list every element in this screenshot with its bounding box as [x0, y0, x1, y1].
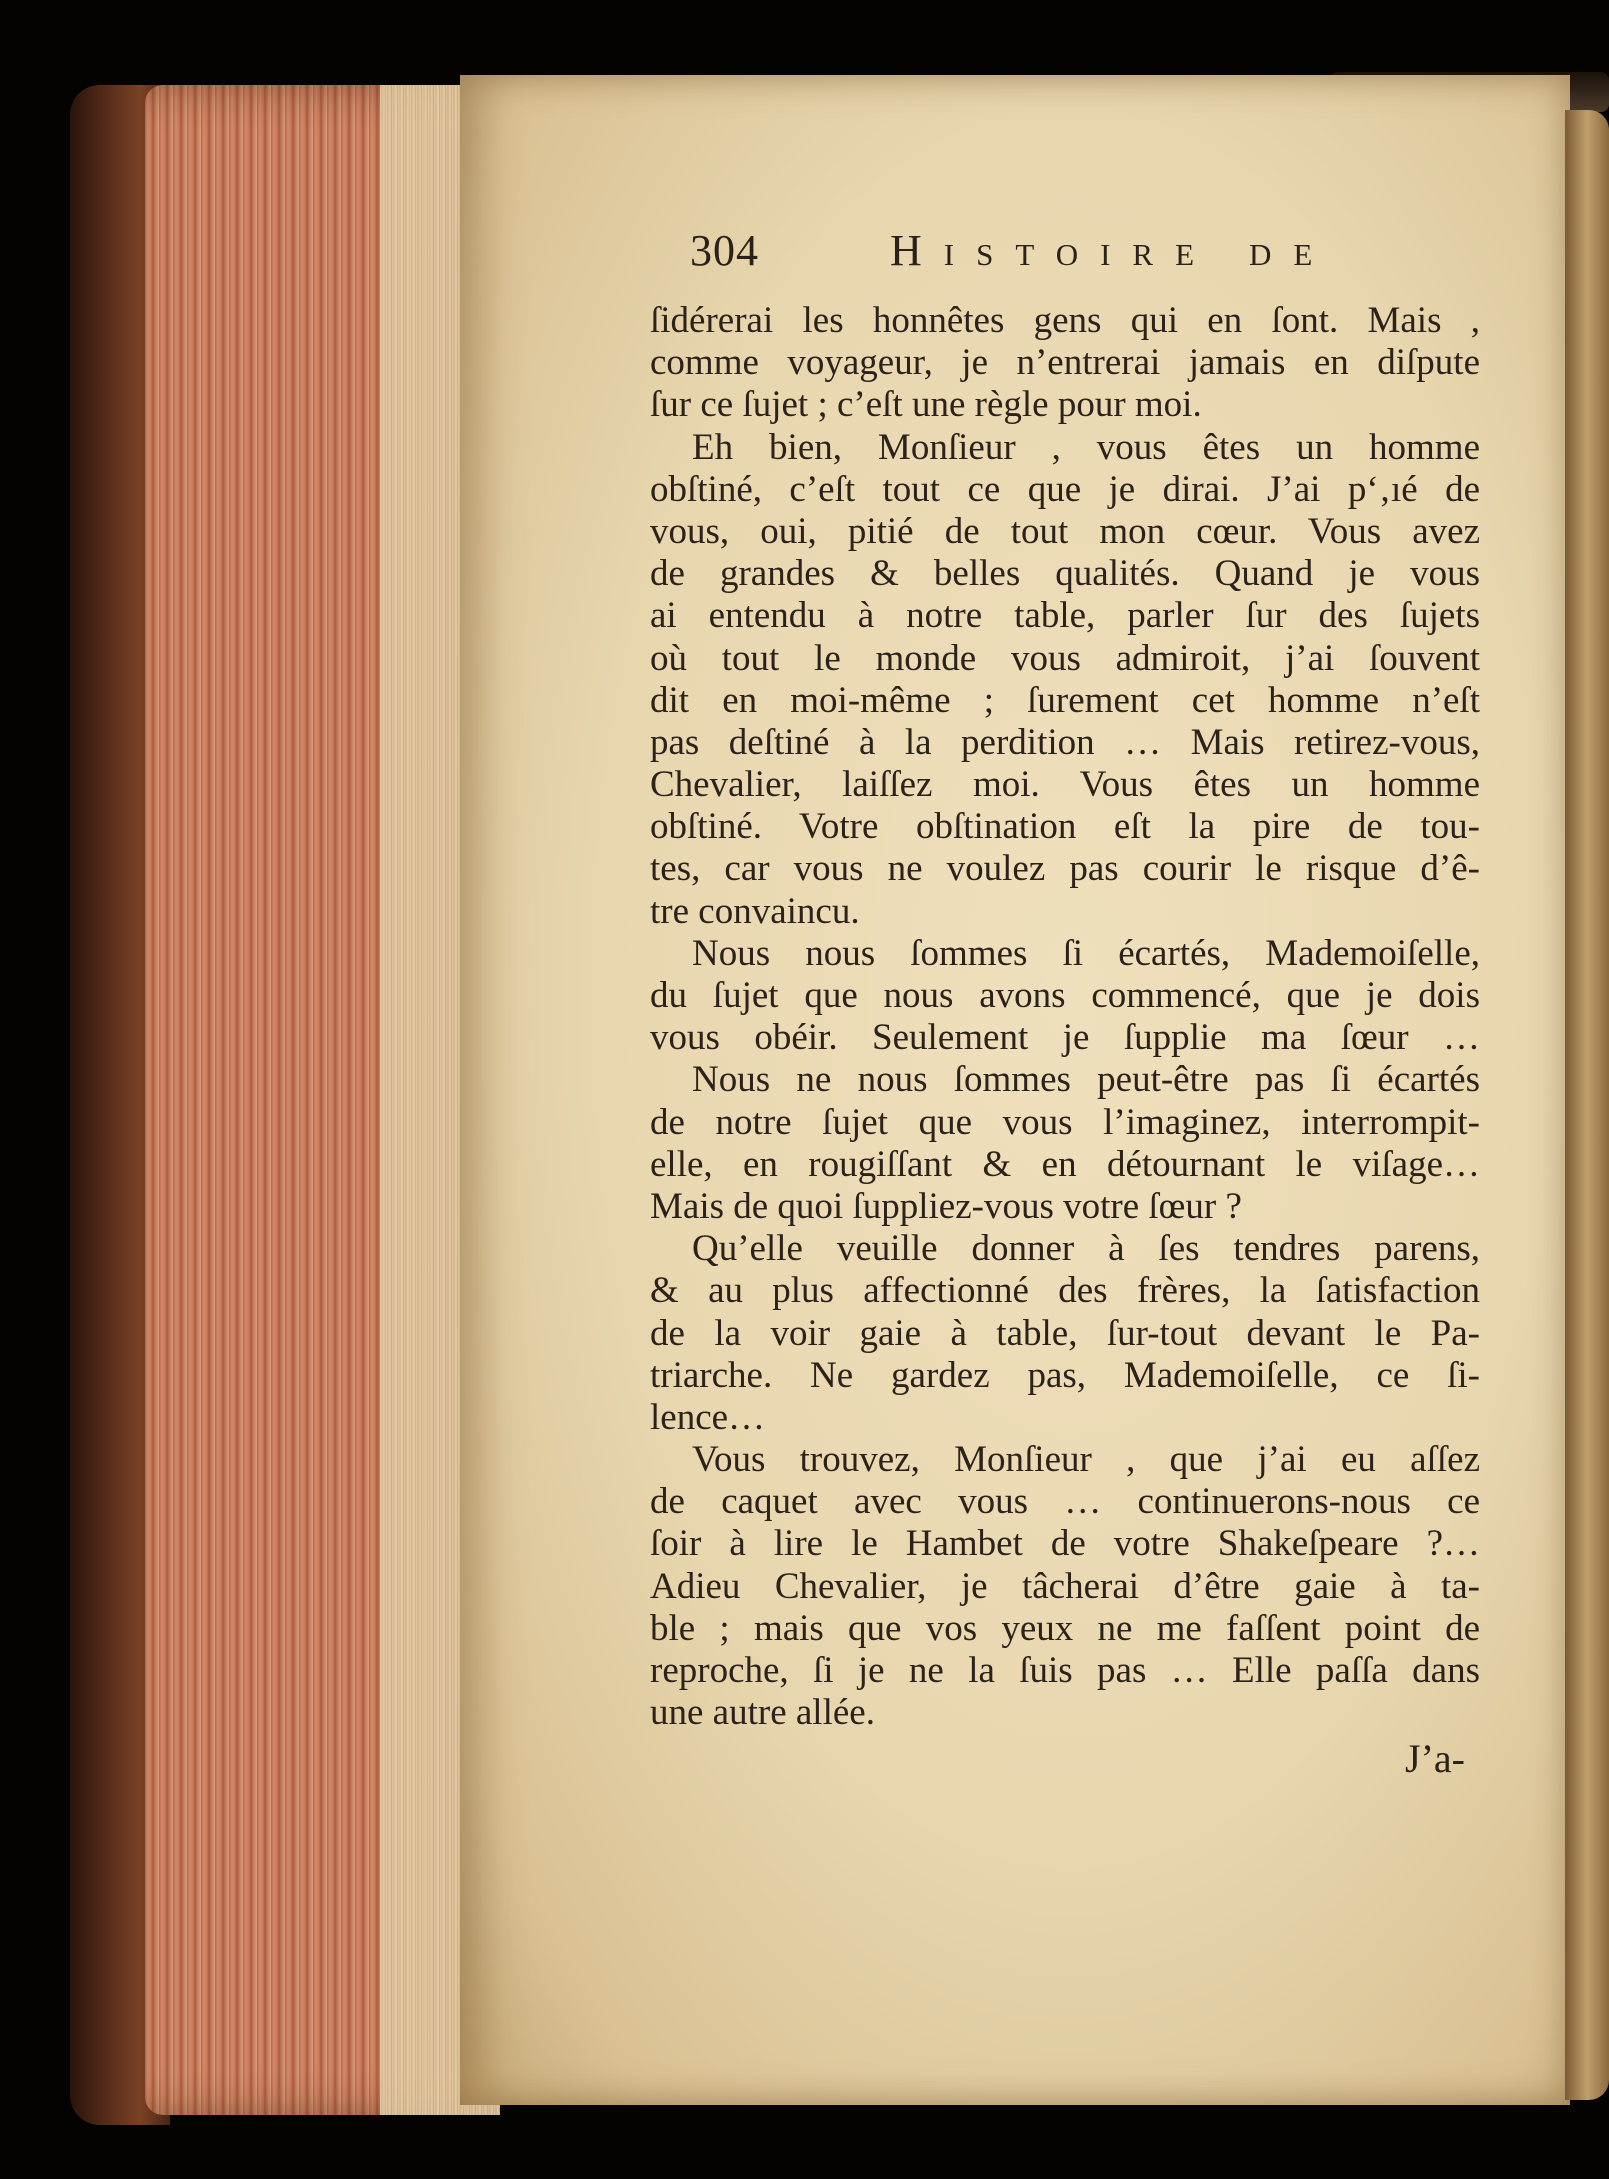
- text-line: de la voir gaie à table, ſur-tout devant le Pa-: [650, 1312, 1480, 1354]
- text-line: de notre ſujet que vous l’imaginez, interrompit-: [650, 1101, 1480, 1143]
- text-line: Adieu Chevalier, je tâcherai d’être gaie à ta-: [650, 1565, 1480, 1607]
- text-line: ſur ce ſujet ; c’eſt une règle pour moi.: [650, 384, 1202, 426]
- text-line: elle, en rougiſſant & en détournant le viſage…: [650, 1143, 1480, 1185]
- text-line: Eh bien, Monſieur , vous êtes un homme: [692, 426, 1480, 468]
- text-line: comme voyageur, je n’entrerai jamais en diſpute: [650, 342, 1480, 384]
- text-line: vous, oui, pitié de tout mon cœur. Vous avez: [650, 510, 1480, 552]
- text-line: Vous trouvez, Monſieur , que j’ai eu aſſez: [692, 1439, 1480, 1481]
- text-line: ſidérerai les honnêtes gens qui en ſont. Mais ,: [650, 300, 1480, 341]
- text-line: obſtiné. Votre obſtination eſt la pire de tou-: [650, 806, 1480, 848]
- text-line: de grandes & belles qualités. Quand je vous: [650, 553, 1480, 595]
- page-number: 304: [690, 226, 759, 275]
- text-line: une autre allée.: [650, 1692, 875, 1734]
- text-line: ble ; mais que vos yeux ne me faſſent point de: [650, 1607, 1480, 1649]
- text-line: lence…: [650, 1396, 766, 1438]
- text-line: dit en moi-même ; ſurement cet homme n’eſt: [650, 679, 1480, 721]
- running-head: [690, 225, 1450, 285]
- body-text: [650, 300, 1480, 1734]
- catchword: J’a-: [1405, 1736, 1465, 1781]
- running-title: Histoire de: [890, 226, 1335, 275]
- text-line: où tout le monde vous admiroit, j’ai ſouvent: [650, 637, 1480, 679]
- facing-page-edge: [1565, 110, 1609, 2100]
- text-line: tre convaincu.: [650, 890, 860, 932]
- text-line: Mais de quoi ſuppliez-vous votre ſœur ?: [650, 1185, 1242, 1227]
- text-line: reproche, ſi je ne la ſuis pas … Elle paſſa dans: [650, 1650, 1480, 1691]
- text-line: ai entendu à notre table, parler ſur des ſujets: [650, 595, 1480, 637]
- text-line: Nous ne nous ſommes peut-être pas ſi écartés: [692, 1059, 1480, 1101]
- text-line: vous obéir. Seulement je ſupplie ma ſœur …: [650, 1017, 1480, 1059]
- page-edges-stack: [145, 85, 500, 2115]
- text-line: Nous nous ſommes ſi écartés, Mademoiſelle,: [692, 932, 1480, 974]
- text-line: obſtiné, c’eſt tout ce que je dirai. J’ai p‘‚ıé de: [650, 468, 1480, 510]
- text-line: pas deſtiné à la perdition … Mais retirez-vous,: [650, 721, 1480, 763]
- text-line: tes, car vous ne voulez pas courir le risque d’ê-: [650, 848, 1480, 890]
- text-line: triarche. Ne gardez pas, Mademoiſelle, ce ſi-: [650, 1354, 1480, 1396]
- text-line: de caquet avec vous … continuerons-nous ce: [650, 1481, 1480, 1523]
- text-line: Qu’elle veuille donner à ſes tendres parens,: [692, 1228, 1480, 1270]
- text-line: & au plus affectionné des frères, la ſatisfaction: [650, 1270, 1480, 1312]
- text-line: du ſujet que nous avons commencé, que je dois: [650, 975, 1480, 1016]
- text-line: ſoir à lire le Hambet de votre Shakeſpeare ?…: [650, 1523, 1480, 1565]
- text-line: Chevalier, laiſſez moi. Vous êtes un homme: [650, 764, 1480, 806]
